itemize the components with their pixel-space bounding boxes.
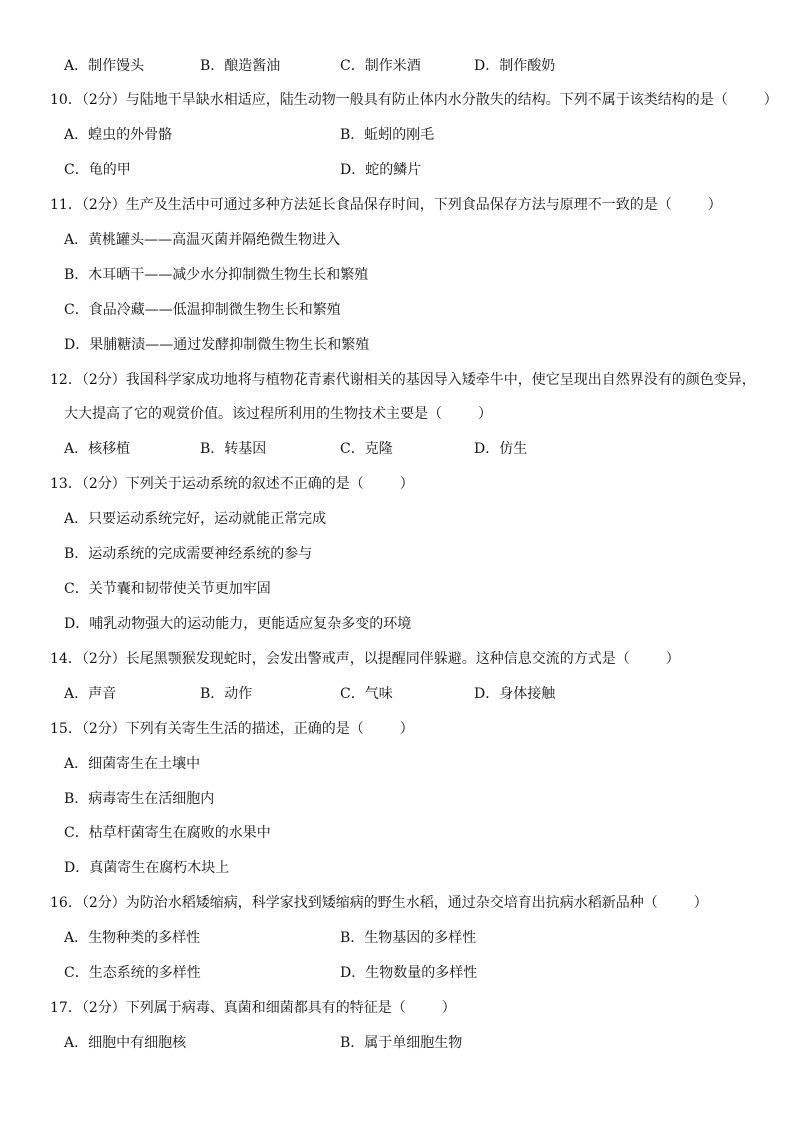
q10-option-c: C．龟的甲 bbox=[64, 162, 131, 178]
q14-option-a: A．声音 bbox=[64, 686, 117, 702]
q10-stem-text: 10．（2分）与陆地干旱缺水相适应，陆生动物一般具有防止体内水分散失的结构。下列不属于该类结构的是（ bbox=[50, 92, 728, 108]
q12-option-c: C．克隆 bbox=[340, 441, 393, 457]
q17-stem-text: 17．（2分）下列属于病毒、真菌和细菌都具有的特征是（ bbox=[50, 1000, 406, 1016]
q9-option-b: B．酿造酱油 bbox=[200, 58, 281, 74]
q14-stem-close: ） bbox=[665, 651, 680, 667]
q13-option-a: A．只要运动系统完好，运动就能正常完成 bbox=[64, 511, 327, 527]
q9-option-d: D．制作酸奶 bbox=[474, 58, 556, 74]
q11-stem bbox=[50, 195, 722, 215]
q13-stem-text: 13．（2分）下列关于运动系统的叙述不正确的是（ bbox=[50, 476, 364, 492]
q11-option-a: A．黄桃罐头——高温灭菌并隔绝微生物进入 bbox=[64, 232, 341, 248]
q11-option-d: D．果脯糖渍——通过发酵抑制微生物生长和繁殖 bbox=[64, 337, 370, 353]
q12-stem-close: ） bbox=[478, 406, 492, 422]
q14-option-d: D．身体接触 bbox=[474, 686, 556, 702]
q13-option-c: C．关节囊和韧带使关节更加牢固 bbox=[64, 581, 271, 597]
q17-option-a: A．细胞中有细胞核 bbox=[64, 1035, 187, 1051]
q13-stem bbox=[50, 474, 414, 494]
q14-option-c: C．气味 bbox=[340, 686, 393, 702]
q15-option-b: B．病毒寄生在活细胞内 bbox=[64, 791, 215, 807]
q14-stem bbox=[50, 649, 680, 669]
q16-option-a: A．生物种类的多样性 bbox=[64, 930, 201, 946]
q15-stem bbox=[50, 719, 414, 739]
q10-stem-close: ） bbox=[763, 92, 778, 108]
q10-option-b: B．蚯蚓的刚毛 bbox=[340, 127, 435, 143]
q15-option-d: D．真菌寄生在腐朽木块上 bbox=[64, 860, 230, 876]
q12-option-d: D．仿生 bbox=[474, 441, 528, 457]
q17-stem bbox=[50, 998, 456, 1018]
q14-option-b: B．动作 bbox=[200, 686, 253, 702]
q17-stem-close: ） bbox=[441, 1000, 456, 1016]
q16-stem-close: ） bbox=[693, 895, 708, 911]
q11-stem-text: 11．（2分）生产及生活中可通过多种方法延长食品保存时间，下列食品保存方法与原理不一致的是（ bbox=[50, 197, 672, 213]
q10-stem bbox=[50, 90, 778, 110]
q10-option-a: A．蝗虫的外骨骼 bbox=[64, 127, 173, 143]
q12-stem-cont bbox=[64, 404, 492, 424]
q16-option-c: C．生态系统的多样性 bbox=[64, 965, 201, 981]
q15-stem-text: 15．（2分）下列有关寄生生活的描述，正确的是（ bbox=[50, 721, 364, 737]
q12-option-a: A．核移植 bbox=[64, 441, 131, 457]
q17-option-b: B．属于单细胞生物 bbox=[340, 1035, 463, 1051]
q11-option-b: B．木耳晒干——减少水分抑制微生物生长和繁殖 bbox=[64, 267, 369, 283]
q10-option-d: D．蛇的鳞片 bbox=[340, 162, 422, 178]
q15-option-a: A．细菌寄生在土壤中 bbox=[64, 756, 201, 772]
q12-stem2-text: 大大提高了它的观赏价值。该过程所利用的生物技术主要是（ bbox=[64, 406, 442, 422]
q11-stem-close: ） bbox=[707, 197, 722, 213]
q12-option-b: B．转基因 bbox=[200, 441, 267, 457]
q15-option-c: C．枯草杆菌寄生在腐败的水果中 bbox=[64, 825, 271, 841]
q13-stem-close: ） bbox=[399, 476, 414, 492]
q16-option-b: B．生物基因的多样性 bbox=[340, 930, 477, 946]
q16-stem bbox=[50, 893, 708, 913]
q12-stem: 12．（2分）我国科学家成功地将与植物花青素代谢相关的基因导入矮牵牛中，使它呈现出自然界没有的颜色变异， bbox=[50, 372, 756, 388]
q9-option-c: C．制作米酒 bbox=[340, 58, 421, 74]
q9-option-a: A．制作馒头 bbox=[64, 58, 145, 74]
q16-option-d: D．生物数量的多样性 bbox=[340, 965, 478, 981]
q16-stem-text: 16．（2分）为防治水稻矮缩病，科学家找到矮缩病的野生水稻，通过杂交培育出抗病水稻新品种（ bbox=[50, 895, 658, 911]
q14-stem-text: 14．（2分）长尾黑颚猴发现蛇时，会发出警戒声，以提醒同伴躲避。这种信息交流的方式是（ bbox=[50, 651, 630, 667]
q11-option-c: C．食品冷藏——低温抑制微生物生长和繁殖 bbox=[64, 302, 341, 318]
q15-stem-close: ） bbox=[399, 721, 414, 737]
q13-option-d: D．哺乳动物强大的运动能力，更能适应复杂多变的环境 bbox=[64, 616, 412, 632]
q13-option-b: B．运动系统的完成需要神经系统的参与 bbox=[64, 546, 313, 562]
